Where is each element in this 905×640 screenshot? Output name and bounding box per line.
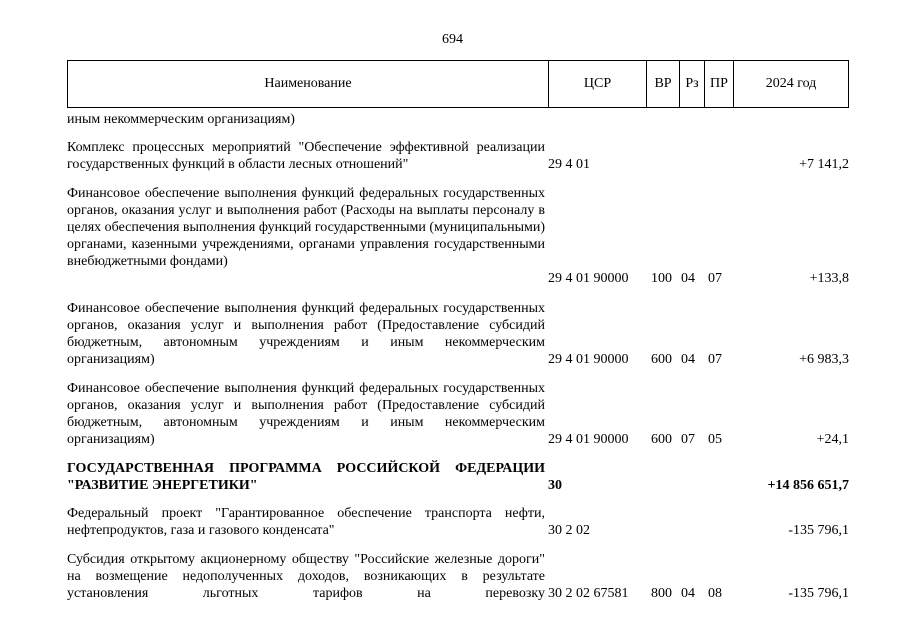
- table-row: [67, 380, 857, 448]
- row-vr: 100: [651, 271, 672, 286]
- row-rz: 04: [681, 271, 695, 286]
- row-csr: 30: [548, 478, 562, 493]
- table-row: [67, 505, 857, 539]
- row-amount: +6 983,3: [799, 352, 849, 367]
- row-pr: 05: [708, 432, 722, 447]
- row-name: Федеральный проект "Гарантированное обеспечение транспорта нефти, нефтепродуктов, газа и газового конденсата": [67, 506, 545, 538]
- page-number: 694: [442, 32, 463, 47]
- table-row: [67, 300, 857, 368]
- row-vr: 800: [651, 586, 672, 601]
- row-name: Финансовое обеспечение выполнения функций федеральных государственных органов, оказания услуг и выполнения работ (Расходы на выплаты персоналу в целях обеспечения выполнения функций государственными (муниципальными) органами, казенными учреждениями, органами управления государственными внебюджетными фондами): [67, 186, 545, 269]
- row-pr: 08: [708, 586, 722, 601]
- header-name: Наименование: [68, 61, 549, 107]
- row-rz: 04: [681, 352, 695, 367]
- row-amount: +7 141,2: [799, 157, 849, 172]
- row-name: ГОСУДАРСТВЕННАЯ ПРОГРАММА РОССИЙСКОЙ ФЕДЕРАЦИИ "РАЗВИТИЕ ЭНЕРГЕТИКИ": [67, 461, 545, 493]
- row-vr: 600: [651, 432, 672, 447]
- table-row: [67, 139, 857, 173]
- table-row: [67, 551, 857, 602]
- row-csr: 30 2 02: [548, 523, 590, 538]
- row-name: иным некоммерческим организациям): [67, 112, 295, 127]
- header-year: 2024 год: [765, 76, 817, 91]
- header-pr: ПР: [705, 61, 734, 107]
- row-rz: 04: [681, 586, 695, 601]
- row-name: Финансовое обеспечение выполнения функций федеральных государственных органов, оказания услуг и выполнения работ (Предоставление субсидий бюджетным, автономным учреждениям и иным некоммерческим организациям): [67, 381, 545, 447]
- row-amount: +24,1: [816, 432, 849, 447]
- row-amount: +14 856 651,7: [767, 478, 849, 493]
- row-rz: 07: [681, 432, 695, 447]
- table-row: [67, 185, 857, 287]
- table-row: [67, 460, 857, 494]
- header-rz: Рз: [680, 61, 705, 107]
- row-amount: -135 796,1: [788, 523, 849, 538]
- header-vr: ВР: [647, 61, 680, 107]
- row-amount: -135 796,1: [788, 586, 849, 601]
- header-csr: ЦСР: [549, 61, 647, 107]
- row-name: Комплекс процессных мероприятий "Обеспечение эффективной реализации государственных функций в области лесных отношений": [67, 140, 545, 172]
- row-pr: 07: [708, 271, 722, 286]
- row-vr: 600: [651, 352, 672, 367]
- row-csr: 29 4 01 90000: [548, 432, 629, 447]
- table-row: [67, 111, 857, 128]
- row-csr: 30 2 02 67581: [548, 586, 629, 601]
- row-amount: +133,8: [809, 271, 849, 286]
- row-csr: 29 4 01 90000: [548, 271, 629, 286]
- row-csr: 29 4 01 90000: [548, 352, 629, 367]
- table-header: [67, 60, 849, 108]
- row-csr: 29 4 01: [548, 157, 590, 172]
- row-name: Финансовое обеспечение выполнения функций федеральных государственных органов, оказания услуг и выполнения работ (Предоставление субсидий бюджетным, автономным учреждениям и иным некоммерческим организациям): [67, 301, 545, 367]
- row-pr: 07: [708, 352, 722, 367]
- row-name: Субсидия открытому акционерному обществу "Российские железные дороги" на возмещение недополученных доходов, возникающих в результате установления льготных тарифов на перевозку: [67, 552, 545, 601]
